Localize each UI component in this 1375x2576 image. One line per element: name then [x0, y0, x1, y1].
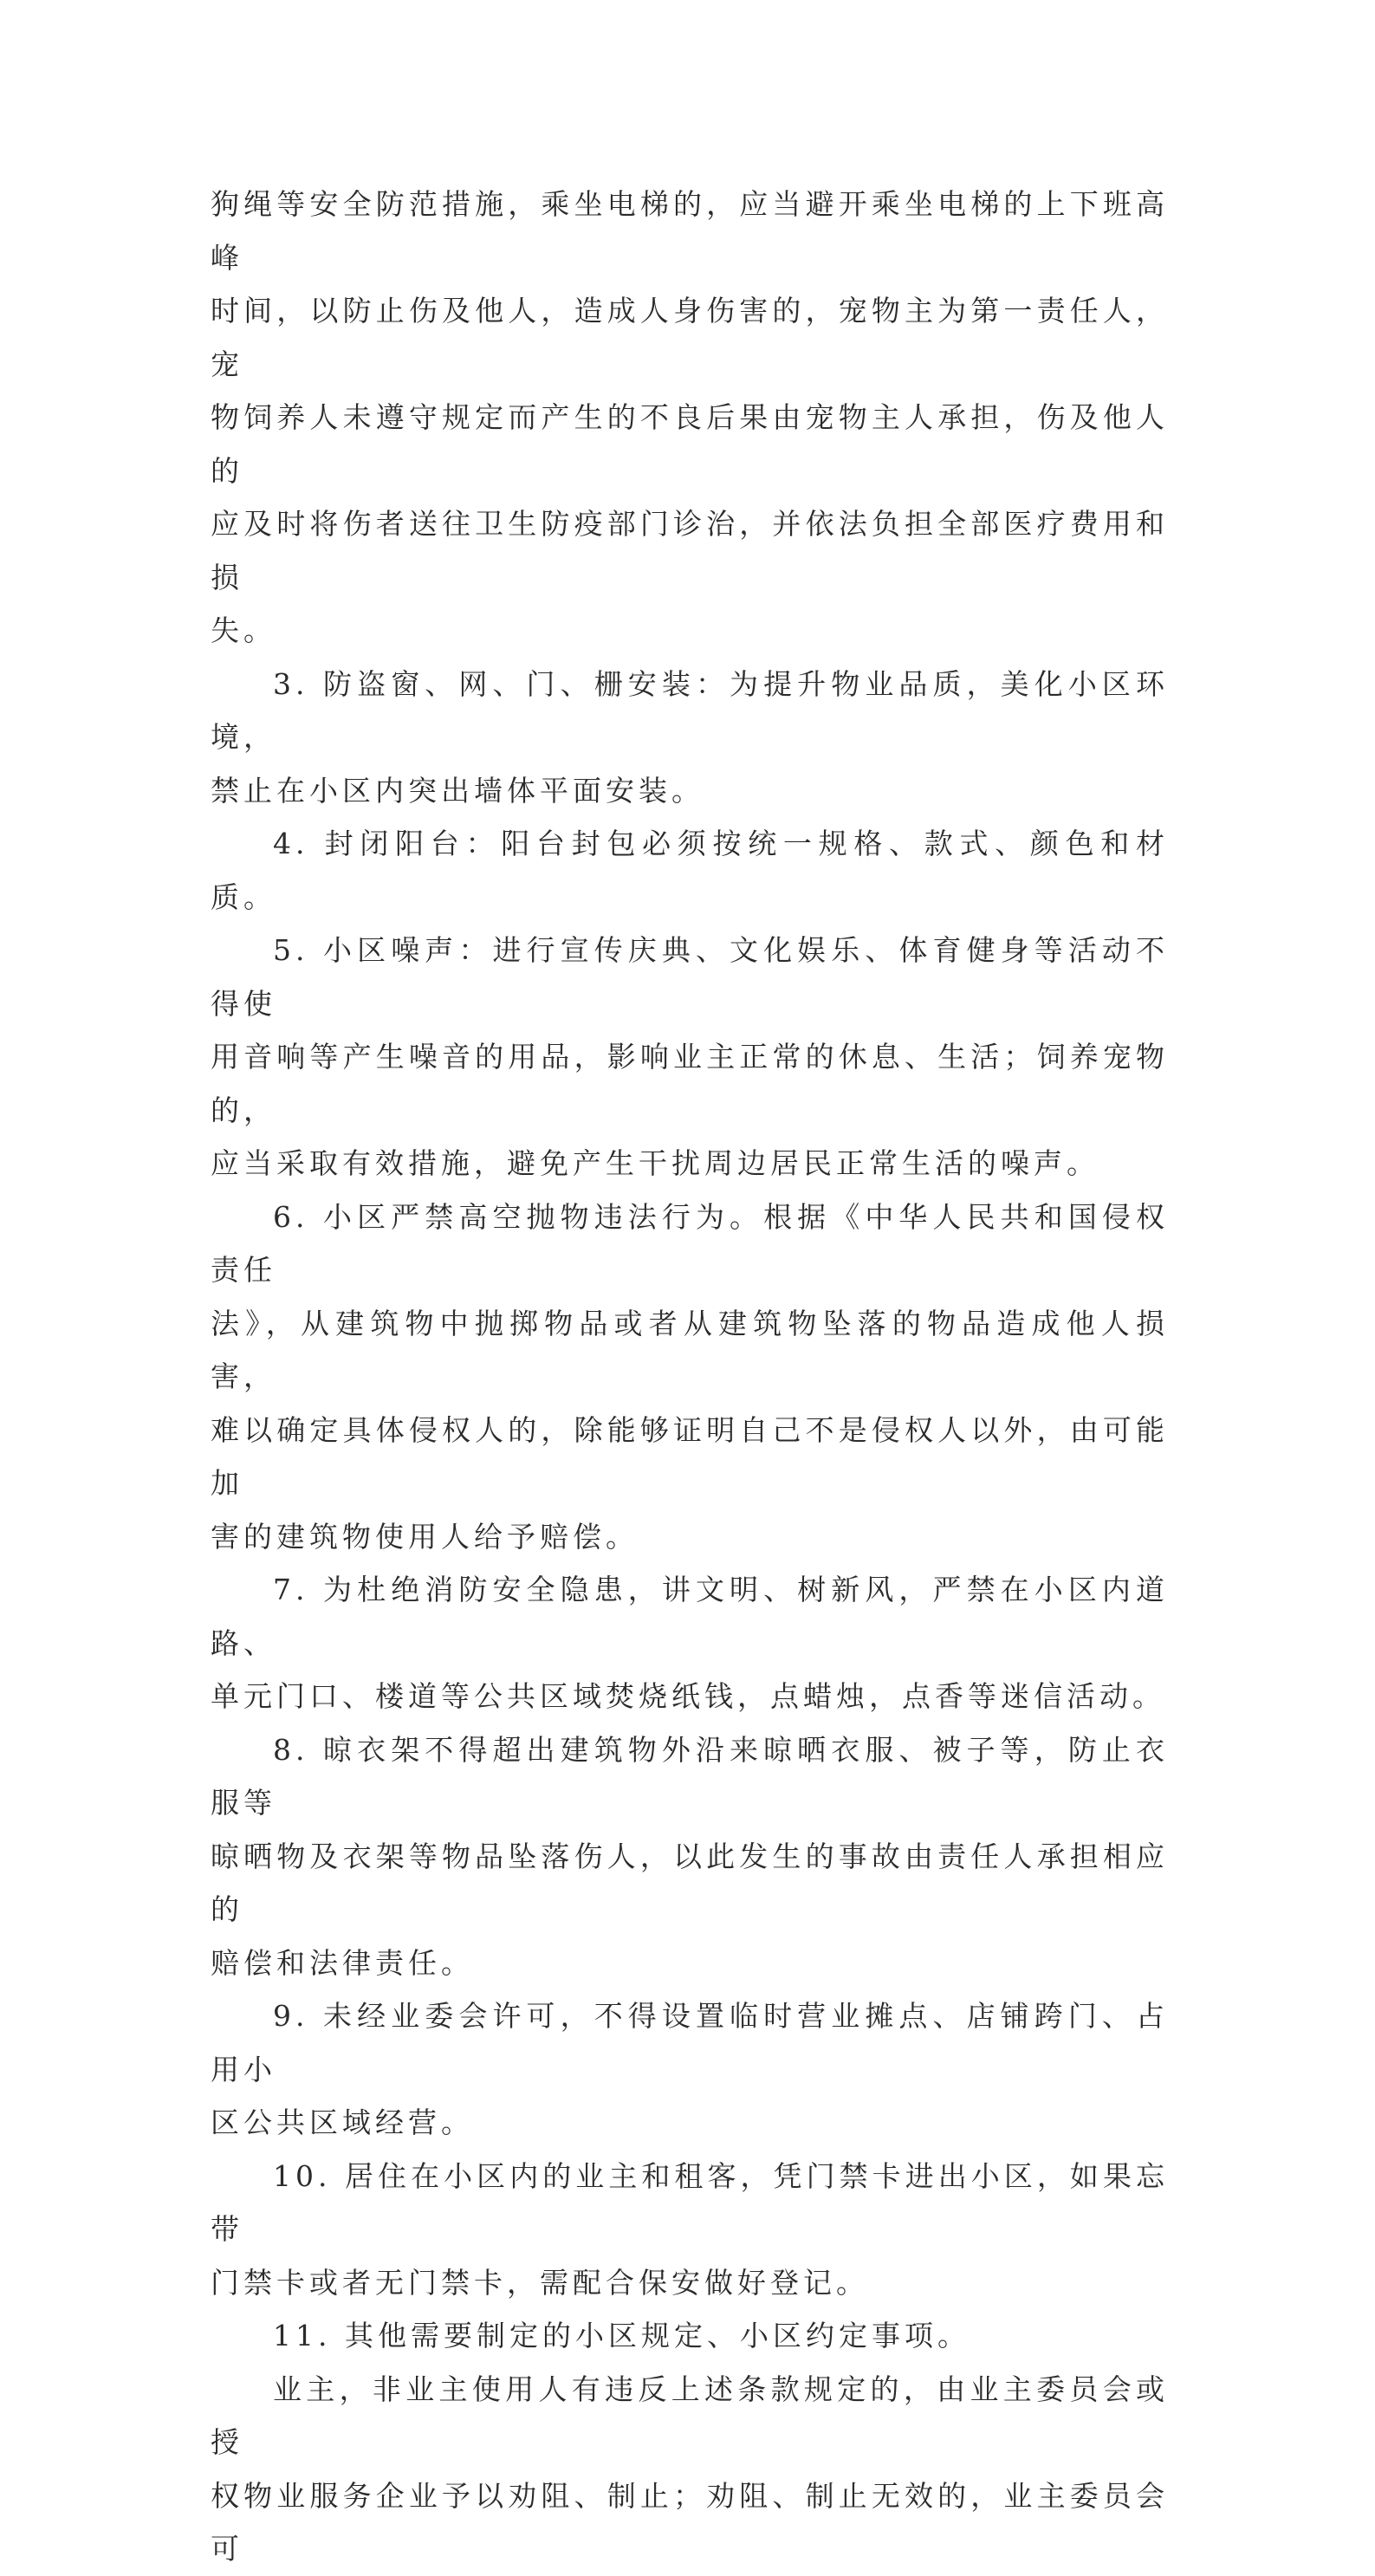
- text-line: 晾晒物及衣架等物品坠落伤人，以此发生的事故由责任人承担相应的: [211, 1839, 1169, 1926]
- text-line: 失。: [211, 613, 276, 647]
- text-line: 4. 封闭阳台：阳台封包必须按统一规格、款式、颜色和材质。: [211, 827, 1169, 914]
- text-line: 6. 小区严禁高空抛物违法行为。根据《中华人民共和国侵权责任: [211, 1199, 1169, 1287]
- text-line: 7. 为杜绝消防安全隐患，讲文明、树新风，严禁在小区内道路、: [211, 1573, 1169, 1660]
- paragraph-item-7: [211, 1563, 1169, 1723]
- paragraph-item-6: [211, 1191, 1169, 1564]
- paragraph-item-10: [211, 2150, 1169, 2310]
- text-line: 用音响等产生噪音的用品，影响业主正常的休息、生活；饲养宠物的，: [211, 1040, 1169, 1127]
- paragraph-item-5: [211, 924, 1169, 1191]
- text-line: 时间，以防止伤及他人，造成人身伤害的，宠物主为第一责任人，宠: [211, 294, 1169, 381]
- text-line: 应当采取有效措施，避免产生干扰周边居民正常生活的噪声。: [211, 1146, 1099, 1180]
- text-line: 8. 晾衣架不得超出建筑物外沿来晾晒衣服、被子等，防止衣服等: [211, 1732, 1169, 1820]
- text-line: 区公共区域经营。: [211, 2106, 474, 2139]
- document-body: [211, 178, 1169, 2576]
- text-line: 3. 防盗窗、网、门、栅安装：为提升物业品质，美化小区环境，: [211, 666, 1169, 754]
- text-line: 难以确定具体侵权人的，除能够证明自己不是侵权人以外，由可能加: [211, 1412, 1169, 1500]
- text-line: 业主，非业主使用人有违反上述条款规定的，由业主委员会或授: [211, 2372, 1169, 2459]
- text-line: 权物业服务企业予以劝阻、制止；劝阻、制止无效的，业主委员会可: [211, 2478, 1169, 2566]
- text-line: 11. 其他需要制定的小区规定、小区约定事项。: [273, 2319, 970, 2352]
- text-line: 害的建筑物使用人给予赔偿。: [211, 1519, 639, 1554]
- paragraph-item-4: [211, 817, 1169, 924]
- text-line: 赔偿和法律责任。: [211, 1945, 474, 1980]
- text-line: 10. 居住在小区内的业主和租客，凭门禁卡进出小区，如果忘带: [211, 2158, 1169, 2246]
- text-line: 单元门口、楼道等公共区域焚烧纸钱，点蜡烛，点香等迷信活动。: [211, 1679, 1165, 1713]
- text-line: 狗绳等安全防范措施，乘坐电梯的，应当避开乘坐电梯的上下班高峰: [211, 187, 1169, 275]
- paragraph-pet-safety-continued: [211, 178, 1169, 658]
- text-line: 禁止在小区内突出墙体平面安装。: [211, 773, 704, 808]
- text-line: 9. 未经业委会许可，不得设置临时营业摊点、店铺跨门、占用小: [211, 1999, 1169, 2086]
- paragraph-item-11: [211, 2309, 1169, 2363]
- text-line: 门禁卡或者无门禁卡，需配合保安做好登记。: [211, 2265, 869, 2300]
- paragraph-item-3: [211, 658, 1169, 818]
- text-line: 应及时将伤者送往卫生防疫部门诊治，并依法负担全部医疗费用和损: [211, 507, 1169, 594]
- text-line: 5. 小区噪声：进行宣传庆典、文化娱乐、体育健身等活动不得使: [211, 933, 1169, 1021]
- paragraph-item-8: [211, 1723, 1169, 1990]
- text-line: 法》，从建筑物中抛掷物品或者从建筑物坠落的物品造成他人损害，: [211, 1306, 1169, 1393]
- paragraph-violation-handling: [211, 2363, 1169, 2576]
- paragraph-item-9: [211, 1989, 1169, 2150]
- text-line: 物饲养人未遵守规定而产生的不良后果由宠物主人承担，伤及他人的: [211, 400, 1169, 488]
